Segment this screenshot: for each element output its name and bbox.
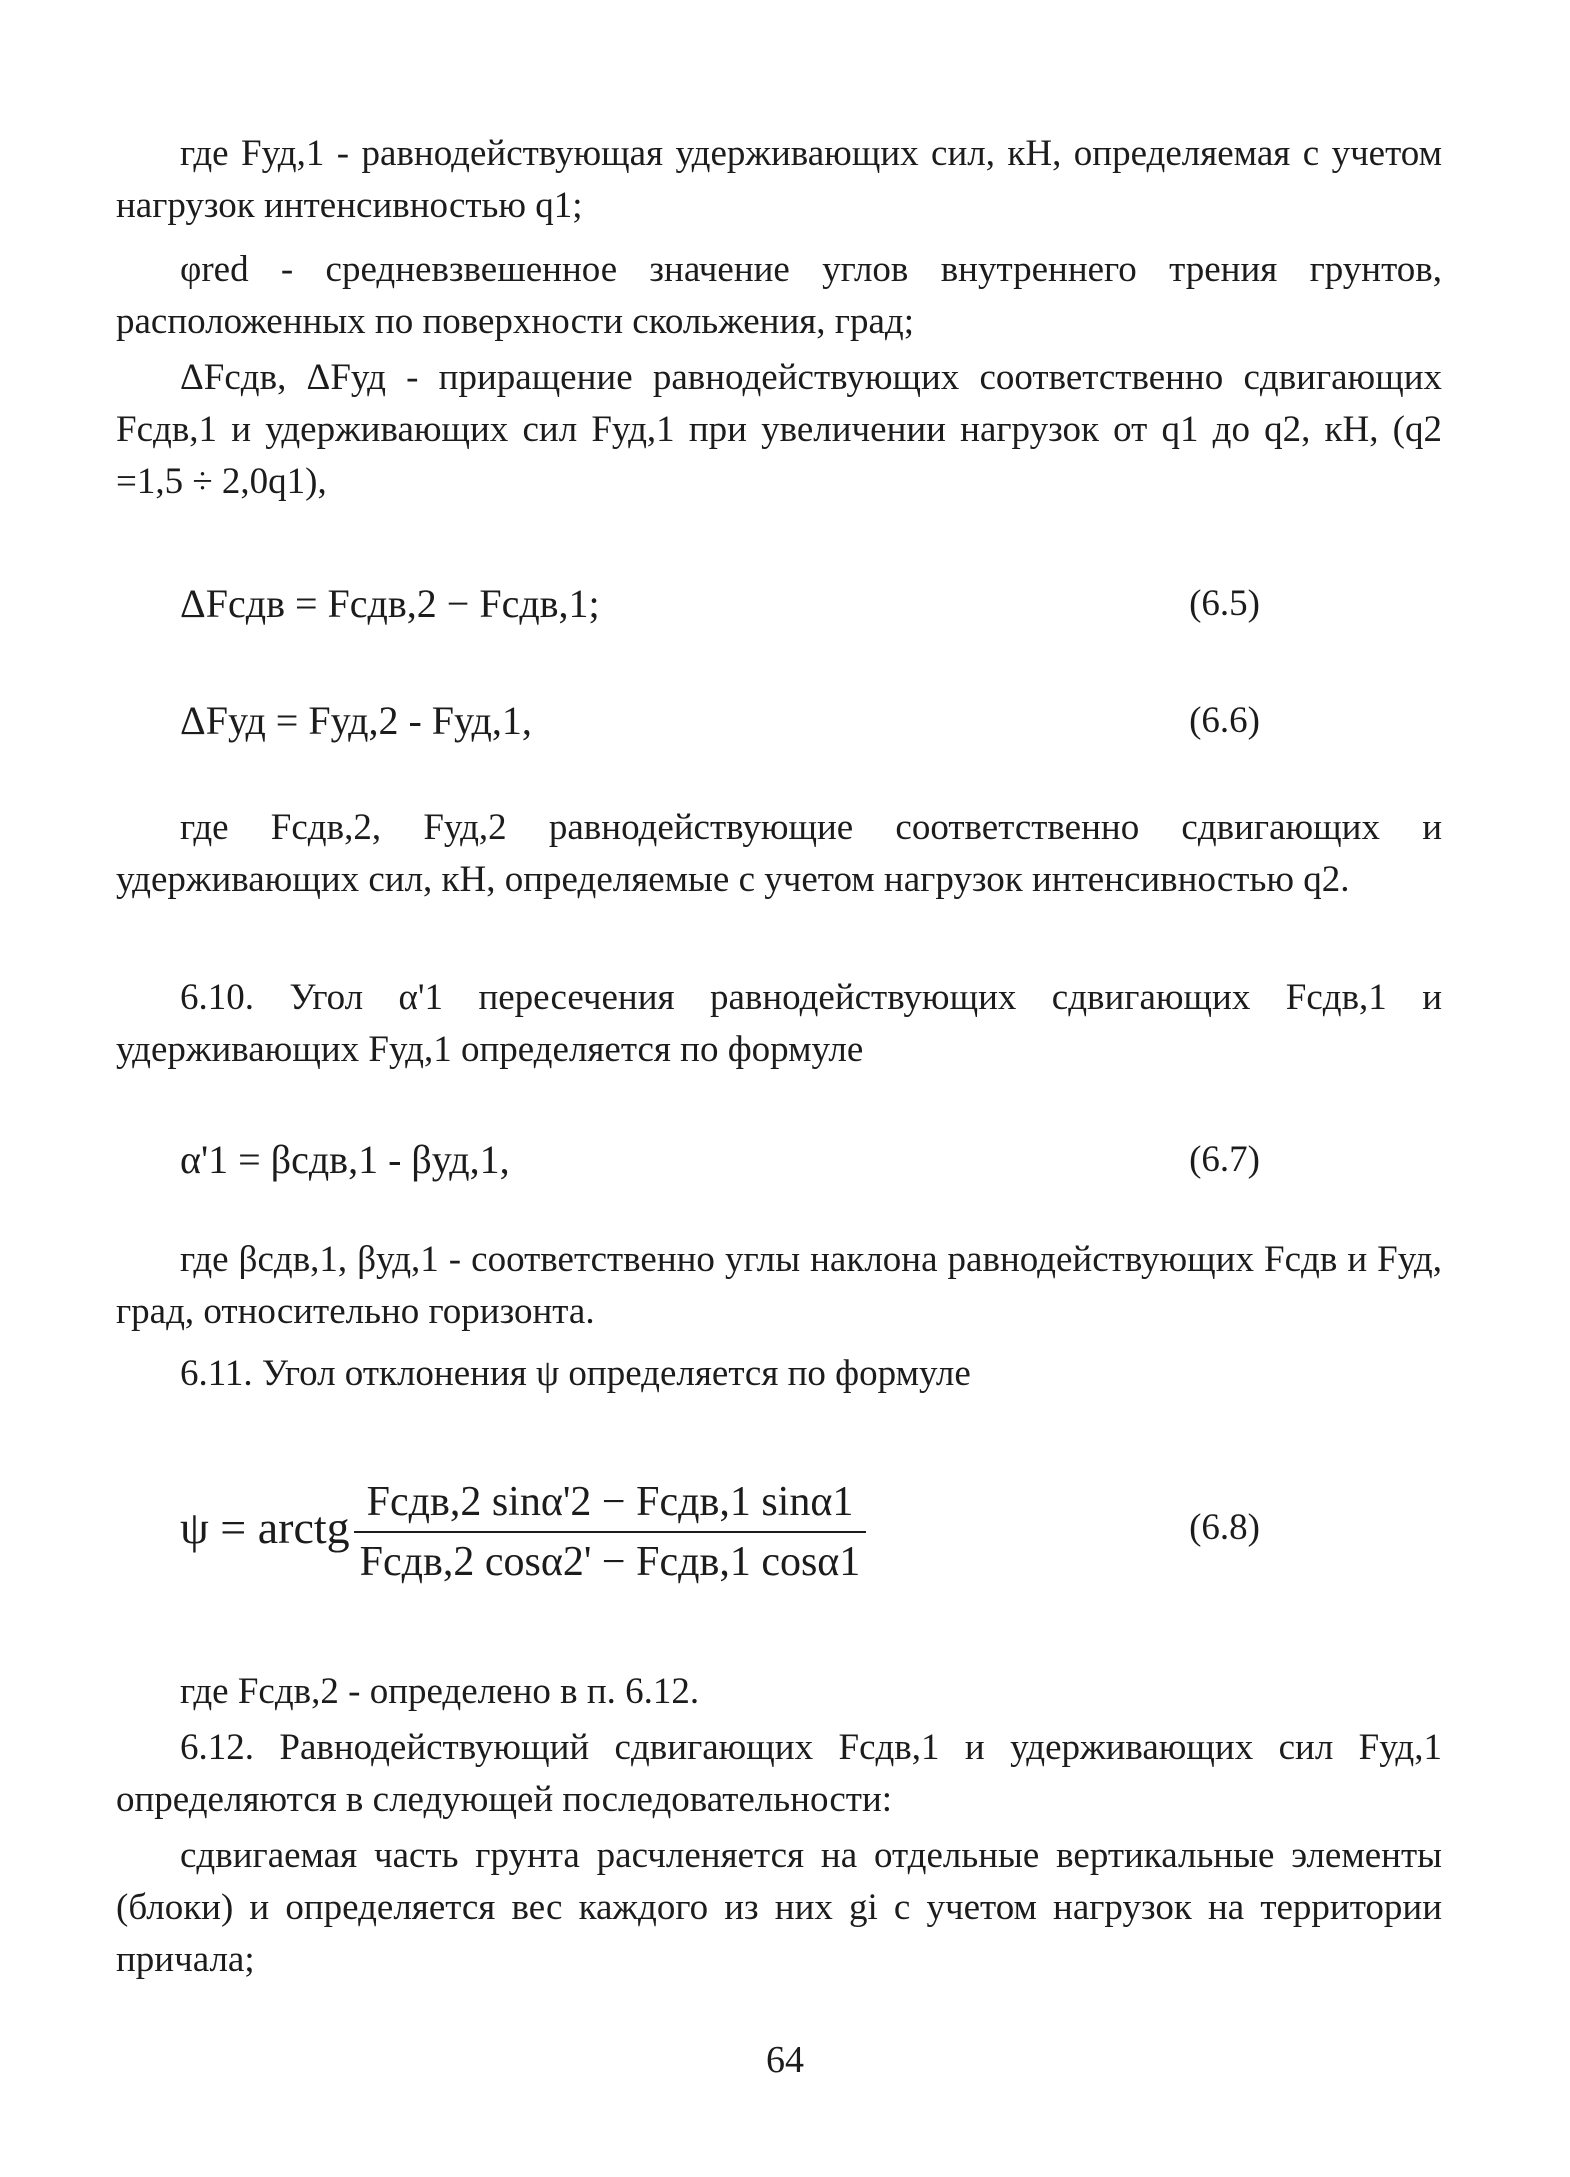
- equation-6-5-formula: ΔFсдв = Fсдв,2 − Fсдв,1;: [180, 581, 600, 626]
- equation-6-6-formula: ΔFуд = Fуд,2 - Fуд,1,: [180, 698, 532, 743]
- equation-6-8-lhs: ψ = arctg: [180, 1502, 350, 1553]
- equation-6-7-formula: α'1 = βсдв,1 - βуд,1,: [180, 1137, 510, 1182]
- equation-6-8-fraction: [354, 1473, 867, 1591]
- equation-6-6: [180, 695, 1260, 755]
- equation-6-6-number: (6.6): [1189, 700, 1260, 741]
- paragraph-3: ΔFсдв, ΔFуд - приращение равнодействующих соответственно сдвигающих Fсдв,1 и удерживающих сил Fуд,1 при увеличении нагрузок от q1 до q2, кН, (q2 =1,5 ÷ 2,0q1),: [116, 357, 1442, 502]
- equation-6-8-formula: [180, 1458, 866, 1598]
- paragraph-9: 6.12. Равнодействующий сдвигающих Fсдв,1 и удерживающих сил Fуд,1 определяются в следующей последовательности:: [116, 1727, 1442, 1820]
- equation-6-5: [180, 578, 1260, 638]
- paragraph-8: где Fсдв,2 - определено в п. 6.12.: [180, 1671, 700, 1712]
- page-number: 64: [766, 2039, 804, 2081]
- paragraph-6: где βсдв,1, βуд,1 - соответственно углы наклона равнодействующих Fсдв и Fуд, град, относительно горизонта.: [116, 1239, 1442, 1332]
- equation-6-7: [180, 1134, 1260, 1194]
- equation-6-5-number: (6.5): [1189, 583, 1260, 624]
- equation-6-8: [180, 1458, 1260, 1598]
- paragraph-10: сдвигаемая часть грунта расчленяется на отдельные вертикальные элементы (блоки) и определяется вес каждого из них gi с учетом нагрузок на территории причала;: [116, 1835, 1442, 1980]
- paragraph-7: 6.11. Угол отклонения ψ определяется по формуле: [180, 1353, 971, 1394]
- paragraph-2: φred - средневзвешенное значение углов внутреннего трения грунтов, расположенных по поверхности скольжения, град;: [116, 249, 1442, 342]
- equation-6-8-numerator: Fсдв,2 sinα'2 − Fсдв,1 sinα1: [354, 1473, 867, 1533]
- paragraph-5: 6.10. Угол α'1 пересечения равнодействующих сдвигающих Fсдв,1 и удерживающих Fуд,1 определяется по формуле: [116, 977, 1442, 1070]
- paragraph-1: где Fуд,1 - равнодействующая удерживающих сил, кН, определяемая с учетом нагрузок интенсивностью q1;: [116, 133, 1442, 226]
- equation-6-8-number: (6.8): [1189, 1507, 1260, 1548]
- equation-6-8-denominator: Fсдв,2 cosα2' − Fсдв,1 cosα1: [359, 1539, 861, 1586]
- equation-6-7-number: (6.7): [1189, 1139, 1260, 1180]
- paragraph-4: где Fсдв,2, Fуд,2 равнодействующие соответственно сдвигающих и удерживающих сил, кН, определяемые с учетом нагрузок интенсивностью q2.: [116, 807, 1442, 900]
